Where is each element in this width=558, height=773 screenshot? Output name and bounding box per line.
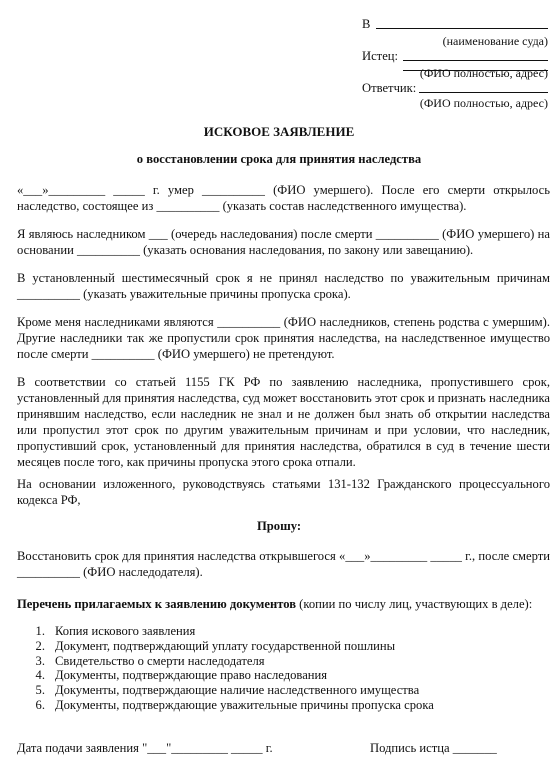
court-line (0, 16, 558, 32)
attachments-heading (17, 596, 550, 612)
paragraph-other-heirs: Кроме меня наследниками являются __________ (ФИО наследников, степень родства с умершим). Другие наследники так же пропустили срок принятия наследства, на наследственное имущество после смерти __________ (ФИО умершего) не претендуют. (17, 315, 550, 361)
attachments-list (17, 624, 550, 713)
list-item-number: 1. (35, 624, 45, 638)
list-item-text: Документы, подтверждающие наличие наследственного имущества (55, 683, 420, 698)
document-title: ИСКОВОЕ ЗАЯВЛЕНИЕ (203, 124, 355, 139)
defendant-line (0, 80, 558, 96)
list-item (17, 683, 550, 698)
list-item-text: Документ, подтверждающий уплату государственной пошлины (55, 638, 396, 653)
list-item-number: 2. (35, 638, 45, 653)
attachments-heading-rest: (копии по числу лиц, участвующих в деле): (296, 597, 533, 611)
list-item (17, 698, 550, 713)
list-item-number: 4. (35, 668, 45, 683)
list-item-text: Документы, подтверждающие уважительные причины пропуска срока (55, 697, 434, 712)
plaintiff-label: Истец: (362, 49, 399, 63)
plaintiff-caption: (ФИО полностью, адрес) (419, 66, 548, 80)
attachments-heading-bold: Перечень прилагаемых к заявлению документов (17, 597, 297, 611)
list-item-number: 6. (35, 697, 45, 712)
filing-date: Дата подачи заявления "___"_________ _____ г. (17, 741, 273, 755)
list-item-number: 3. (35, 653, 45, 668)
list-item (17, 654, 550, 669)
plaintiff-signature: Подпись истца _______ (370, 741, 497, 755)
to-label: В (362, 17, 371, 31)
list-item (17, 639, 550, 654)
list-item-text: Копия искового заявления (55, 624, 196, 638)
defendant-label: Ответчик: (362, 81, 417, 95)
list-item (17, 624, 550, 639)
paragraph-death: «___»_________ _____ г. умер __________ (ФИО умершего). После его смерти открылось наследство, состоящее из __________ (указать состав наследственного имущества). (17, 183, 550, 213)
request-heading: Прошу: (256, 519, 302, 533)
court-caption: (наименование суда) (442, 34, 548, 48)
list-item-text: Свидетельство о смерти наследодателя (55, 653, 265, 668)
document-subtitle: о восстановлении срока для принятия наследства (136, 152, 422, 166)
defendant-caption: (ФИО полностью, адрес) (419, 96, 548, 110)
list-item (17, 668, 550, 683)
list-item-number: 5. (35, 683, 45, 698)
paragraph-heir: Я являюсь наследником ___ (очередь наследования) после смерти __________ (ФИО умершего) на основании __________ (указать основания наследования, по закону или завещанию). (17, 227, 550, 257)
court-underline (376, 16, 548, 29)
paragraph-grounds: На основании изложенного, руководствуясь статьями 131-132 Гражданского процессуального кодекса РФ, (17, 477, 550, 507)
list-item-text: Документы, подтверждающие право наследования (55, 668, 328, 683)
defendant-underline (419, 80, 548, 93)
paragraph-law-article: В соответствии со статьей 1155 ГК РФ по заявлению наследника, пропустившего срок, установленный для принятия наследства, суд может восстановить этот срок и признать наследника принявшим наследство, если наследник не знал и не должен был знать об открытии наследства или пропустил этот срок по другим уважительным причинам и при условии, что наследник, пропустивший срок, установленный для принятия наследства, обратился в суд в течение шести месяцев после того, как причины пропуска этого срока отпали. (17, 375, 550, 469)
paragraph-missed-term: В установленный шестимесячный срок я не принял наследство по уважительным причинам __________ (указать уважительные причины пропуска срока). (17, 271, 550, 301)
paragraph-request: Восстановить срок для принятия наследства открывшегося «___»_________ _____ г., после смерти __________ (ФИО наследодателя). (17, 549, 550, 579)
